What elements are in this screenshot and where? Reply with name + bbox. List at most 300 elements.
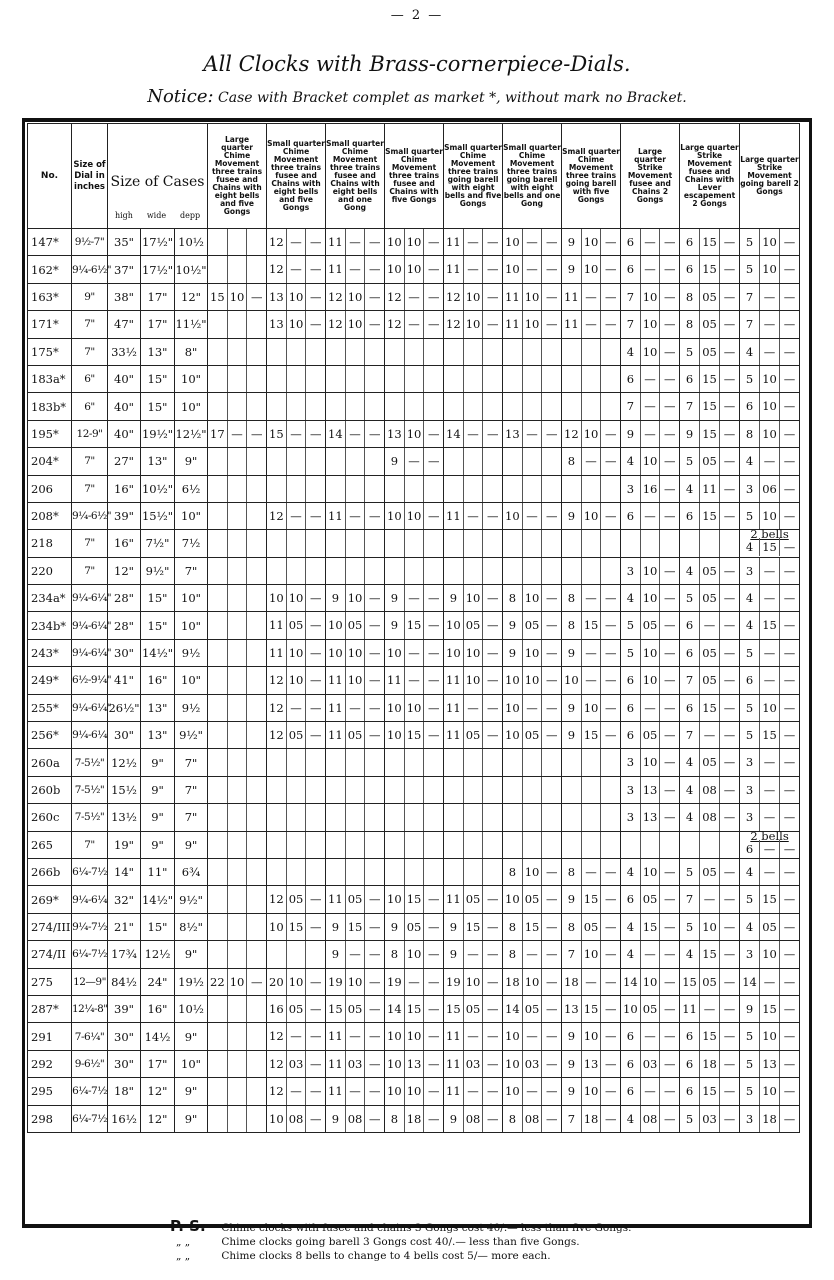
pence: — [545,317,558,332]
price-cell [326,995,385,1022]
pounds: 9 [740,996,760,1022]
price-cell [208,530,267,557]
shillings: 10 [641,311,661,337]
price-cell [503,913,562,940]
shillings: 10 [346,667,366,693]
pounds: 6 [740,840,760,858]
pounds: 11 [444,722,464,748]
pence [247,585,266,611]
case-high: 32" [108,886,141,913]
shillings: 10 [464,585,484,611]
price-cell [208,365,267,392]
price-cell [444,365,503,392]
shillings [582,558,602,584]
pounds [385,804,405,830]
pence: — [309,426,322,441]
shillings: — [523,1023,543,1049]
pence [483,366,502,392]
pence: — [368,289,381,304]
price-cell [562,1105,621,1132]
price-cell [562,475,621,502]
price-cell [740,365,800,392]
pence [247,1106,266,1132]
pounds [562,366,582,392]
price-cell [680,585,740,612]
price-cell [385,749,444,776]
shillings: 15 [523,914,543,940]
pence [306,448,325,474]
price-cell [562,530,621,557]
price-cell [267,338,326,365]
pence: — [663,508,676,523]
shillings [228,1078,248,1104]
price-cell [503,365,562,392]
shillings: 10 [641,859,661,885]
price-cell [503,995,562,1022]
pounds: 8 [385,941,405,967]
shillings: 10 [641,585,661,611]
pence: — [309,289,322,304]
price-cell [740,828,800,858]
pence [424,777,443,803]
pounds: 10 [385,722,405,748]
shillings: 10 [405,695,425,721]
shillings [228,339,248,365]
shillings [464,749,484,775]
header-depp: depp [179,211,201,220]
shillings: — [346,503,366,529]
case-depp: 7" [175,776,208,803]
shillings: — [700,996,720,1022]
shillings: 18 [405,1106,425,1132]
price-cell [562,338,621,365]
model-number: 234b* [28,612,72,639]
price-cell [385,968,444,995]
header-row [28,124,800,229]
dial-size: 7-5½" [72,804,108,831]
shillings [523,366,543,392]
price-cell [562,256,621,283]
case-wide: 12" [141,1078,175,1105]
pounds: 3 [740,804,760,830]
pence: — [309,591,322,606]
shillings [228,530,248,556]
shillings: 10 [641,667,661,693]
price-cell [326,557,385,584]
pounds [208,530,228,556]
pounds: 14 [503,996,523,1022]
price-cell [621,886,680,913]
shillings [464,558,484,584]
shillings: 10 [405,503,425,529]
case-wide: 12½ [141,941,175,968]
price-cell [208,1023,267,1050]
pence: — [427,1056,440,1071]
pence: — [663,810,676,825]
pounds: 9 [326,585,346,611]
table-row [28,1050,800,1077]
price-cell [385,694,444,721]
pounds: 10 [503,503,523,529]
price-cell [208,749,267,776]
shillings: 08 [523,1106,543,1132]
pounds: 4 [680,804,700,830]
price-cell [562,995,621,1022]
pence: — [486,1029,499,1044]
price-cell [740,886,800,913]
shillings: 15 [700,393,720,419]
pence: — [368,1029,381,1044]
shillings: — [760,969,780,995]
pence: — [783,1029,796,1044]
shillings [464,393,484,419]
price-cell [562,393,621,420]
pounds [208,229,228,255]
pence: — [486,1084,499,1099]
dial-size: 9½-7" [72,229,108,256]
table-row [28,612,800,639]
shillings: 15 [405,722,425,748]
pence: — [723,1111,736,1126]
price-cell [740,1105,800,1132]
pounds: 8 [503,1106,523,1132]
table-row [28,256,800,283]
table-row [28,365,800,392]
price-cell [503,1078,562,1105]
shillings [287,476,307,502]
model-number: 220 [28,557,72,584]
shillings: 05 [287,722,307,748]
dial-size: 6" [72,393,108,420]
shillings: 10 [464,969,484,995]
shillings [228,393,248,419]
shillings [464,530,484,556]
shillings: 10 [464,311,484,337]
price-cell [208,612,267,639]
pence [306,393,325,419]
pence: — [368,919,381,934]
pounds: 4 [740,538,760,556]
pounds: 10 [444,640,464,666]
shillings: — [464,229,484,255]
shillings [641,832,661,858]
pounds [503,393,523,419]
pence: — [723,591,736,606]
pence: — [427,728,440,743]
pounds: 9 [562,695,582,721]
shillings [346,448,366,474]
price-cell [444,585,503,612]
shillings: 05 [700,585,720,611]
header-movement-10: Large quarter Strike Movement going barell 2 Gongs [740,124,800,229]
pence: — [723,1056,736,1071]
price-cell [385,776,444,803]
price-cell [267,694,326,721]
price-cell [680,749,740,776]
pounds: 12 [385,284,405,310]
pence: — [604,1056,617,1071]
shillings: 06 [760,476,780,502]
pence [542,339,561,365]
price-cell [444,530,503,557]
pence: — [723,728,736,743]
pence: — [604,235,617,249]
price-cell [621,448,680,475]
shillings: 15 [641,914,661,940]
price-cell [621,283,680,310]
price-cell [267,913,326,940]
pence: — [545,947,558,962]
pounds: 10 [385,1023,405,1049]
shillings [405,749,425,775]
shillings: 05 [760,914,780,940]
pounds: 9 [562,722,582,748]
pounds [385,339,405,365]
pounds: 11 [444,1051,464,1077]
pounds: 10 [621,996,641,1022]
pounds: 11 [326,503,346,529]
price-cell [385,1023,444,1050]
table-row [28,420,800,447]
shillings: 10 [641,339,661,365]
pence [483,448,502,474]
pounds: 17 [208,421,228,447]
shillings: 10 [641,558,661,584]
pence: — [368,1056,381,1071]
pounds: 11 [326,256,346,282]
pence: — [663,1056,676,1071]
footer-line-3: Chime clocks 8 bells to change to 4 bells cost 5/— more each. [221,1250,551,1262]
table-row [28,448,800,475]
price-cell [267,612,326,639]
price-cell [326,530,385,557]
price-cell [444,502,503,529]
pounds [680,530,700,556]
price-cell [562,749,621,776]
pounds: 12 [267,256,287,282]
pounds [503,448,523,474]
shillings [464,366,484,392]
pence [542,777,561,803]
table-row [28,1078,800,1105]
case-depp: 10" [175,612,208,639]
pounds [503,366,523,392]
pence [247,749,266,775]
price-cell [385,585,444,612]
pounds: 11 [326,1023,346,1049]
case-high: 18" [108,1078,141,1105]
pounds [503,832,523,858]
notice-text: Case with Bracket complet as market *, without mark no Bracket. [218,90,687,106]
shillings [405,777,425,803]
pence [483,476,502,502]
pounds: 3 [740,941,760,967]
pence [601,777,620,803]
shillings: 10 [582,503,602,529]
pence: — [723,563,736,578]
shillings [346,339,366,365]
shillings: 10 [523,859,543,885]
pence [247,695,266,721]
shillings: 15 [405,996,425,1022]
pence [542,366,561,392]
price-cell [680,420,740,447]
price-cell [740,804,800,831]
table-row [28,995,800,1022]
dial-size: 12—9" [72,968,108,995]
price-cell [680,639,740,666]
shillings [700,530,720,556]
pounds [444,476,464,502]
shillings [228,366,248,392]
price-cell [444,1050,503,1077]
price-cell [740,858,800,885]
case-depp: 9½ [175,639,208,666]
shillings: 05 [346,996,366,1022]
table-row [28,913,800,940]
case-depp: 9" [175,1105,208,1132]
price-cell [621,393,680,420]
pence: — [368,700,381,715]
dial-size: 6" [72,365,108,392]
price-cell [208,804,267,831]
pounds [444,832,464,858]
price-cell [385,722,444,749]
shillings: — [287,421,307,447]
shillings: — [641,1023,661,1049]
case-wide: 24" [141,968,175,995]
shillings: — [464,256,484,282]
price-cell [503,530,562,557]
pence [365,448,384,474]
shillings: — [760,311,780,337]
shillings: 10 [405,1078,425,1104]
pence [542,832,561,858]
pence [247,256,266,282]
pence: — [723,235,736,249]
pence [365,832,384,858]
shillings: 10 [760,256,780,282]
pounds: 3 [621,476,641,502]
shillings: — [464,421,484,447]
price-cell [562,502,621,529]
pence: — [545,919,558,934]
pence: — [604,673,617,688]
pounds: 11 [326,695,346,721]
price-cell [444,913,503,940]
pounds: 5 [680,339,700,365]
pounds: 11 [503,311,523,337]
pence: — [783,947,796,962]
pounds: 9 [680,421,700,447]
pounds: 10 [385,886,405,912]
price-cell [680,1023,740,1050]
pence [542,804,561,830]
pounds: 3 [621,804,641,830]
price-cell [385,530,444,557]
pence: — [783,481,796,496]
pence [247,777,266,803]
shillings: — [287,256,307,282]
table-row [28,639,800,666]
shillings: — [405,585,425,611]
price-cell [208,256,267,283]
shillings: — [760,859,780,885]
shillings: 05 [700,749,720,775]
pounds: 12 [267,1078,287,1104]
dial-size: 6¼-7½ [72,1078,108,1105]
pounds [208,256,228,282]
case-wide: 17" [141,283,175,310]
pounds: 10 [503,1023,523,1049]
shillings: 08 [346,1106,366,1132]
pence: — [427,1001,440,1016]
pounds [503,530,523,556]
case-high: 14" [108,858,141,885]
price-cell [503,694,562,721]
price-cell [385,229,444,256]
pence [306,859,325,885]
price-cell [444,831,503,858]
case-wide: 17½" [141,229,175,256]
pounds: 9 [326,914,346,940]
price-cell [267,831,326,858]
pounds: 6 [680,256,700,282]
price-cell [208,639,267,666]
pence: — [604,892,617,907]
price-cell [621,1050,680,1077]
pounds: 11 [444,667,464,693]
case-depp: 10½ [175,995,208,1022]
table-row [28,749,800,776]
pence: — [723,399,736,414]
dial-size: 9" [72,283,108,310]
price-cell [267,448,326,475]
pence: — [783,317,796,332]
pounds [385,832,405,858]
pounds: 14 [740,969,760,995]
pounds: 11 [444,229,464,255]
pounds: 10 [503,229,523,255]
shillings: 15 [700,229,720,255]
pounds: 10 [385,695,405,721]
pence: — [545,1029,558,1044]
pence: — [604,645,617,660]
pence: — [486,728,499,743]
pounds [444,749,464,775]
pence: — [604,947,617,962]
pence: — [663,289,676,304]
pounds: 4 [740,585,760,611]
shillings [523,448,543,474]
pounds: 10 [267,585,287,611]
price-cell [444,749,503,776]
case-high: 13½ [108,804,141,831]
pounds: 11 [444,695,464,721]
shillings [346,749,366,775]
pounds: 4 [680,777,700,803]
pence: — [250,974,263,989]
shillings: 10 [641,448,661,474]
price-cell [267,722,326,749]
pence [247,996,266,1022]
table-row [28,229,800,256]
pounds: 9 [562,1078,582,1104]
pounds: 8 [562,612,582,638]
shillings [228,229,248,255]
pence: — [309,508,322,523]
shillings: — [464,1023,484,1049]
